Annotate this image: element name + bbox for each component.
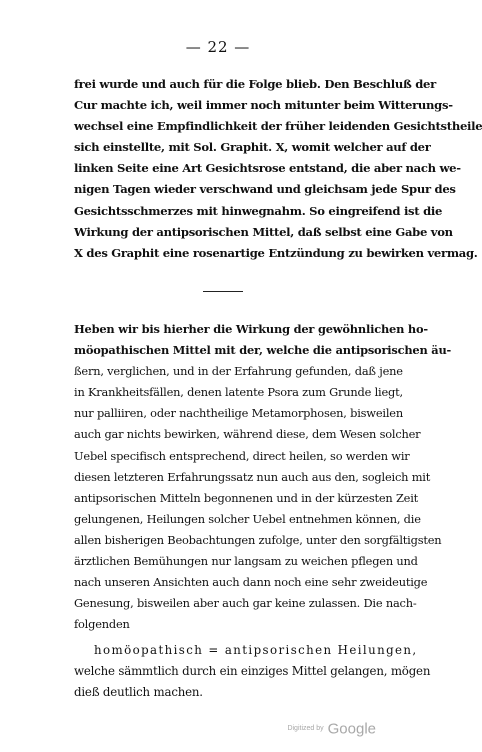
paragraph-case-conclusion <box>74 74 482 264</box>
text-line: nach unseren Ansichten auch dann noch eine sehr zweideutige <box>74 575 428 590</box>
text-line: Genesung, bisweilen aber auch gar keine zulassen. Die nach- <box>74 596 417 611</box>
text-line: folgenden <box>74 617 130 632</box>
text-line: dieß deutlich machen. <box>74 685 203 700</box>
text-line: Gesichtsschmerzes mit hinwegnahm. So eingreifend ist die <box>74 203 443 218</box>
digitization-watermark <box>287 720 376 738</box>
watermark-label: Digitized by <box>287 725 324 733</box>
text-line: Cur machte ich, weil immer noch mitunter beim Witterungs- <box>74 98 453 113</box>
section-heading: homöopathisch = antipsorischen Heilungen, <box>94 643 418 657</box>
text-line: ßern, verglichen, und in der Erfahrung gefunden, daß jene <box>74 364 403 379</box>
google-logo: Google <box>327 720 376 738</box>
text-line: sich einstellte, mit Sol. Graphit. X, womit welcher auf der <box>74 140 431 155</box>
text-line: gelungenen, Heilungen solcher Uebel entnehmen können, die <box>74 511 421 526</box>
text-line: X des Graphit eine rosenartige Entzündung zu bewirken vermag. <box>74 245 478 260</box>
text-line: auch gar nichts bewirken, während diese, dem Wesen solcher <box>74 427 421 442</box>
text-line: in Krankheitsfällen, denen latente Psora zum Grunde liegt, <box>74 385 403 400</box>
text-line: möopathischen Mittel mit der, welche die antipsorischen äu- <box>74 343 452 358</box>
text-line: Heben wir bis hierher die Wirkung der gewöhnlichen ho- <box>74 322 428 336</box>
text-line: allen bisherigen Beobachtungen zufolge, unter den sorgfältigsten <box>74 532 442 547</box>
paragraph-comparison <box>74 319 452 635</box>
page-number: — 22 — <box>185 38 251 56</box>
text-line: frei wurde und auch für die Folge blieb. Den Beschluß der <box>74 77 436 91</box>
text-line: wechsel eine Empfindlichkeit der früher leidenden Gesichtstheile <box>74 119 482 134</box>
text-line: Uebel specifisch entsprechend, direct heilen, so werden wir <box>74 448 410 463</box>
text-line: nigen Tagen wieder verschwand und gleichsam jede Spur des <box>74 182 456 197</box>
text-line: diesen letzteren Erfahrungssatz nun auch aus den, sogleich mit <box>74 469 431 484</box>
text-line: ärztlichen Bemühungen nur langsam zu weichen pflegen und <box>74 554 418 569</box>
section-divider <box>203 291 243 292</box>
text-line: welche sämmtlich durch ein einziges Mittel gelangen, mögen <box>74 664 431 679</box>
text-line: antipsorischen Mitteln begonnenen und in der kürzesten Zeit <box>74 490 419 505</box>
paragraph-heading-cures <box>74 640 431 703</box>
text-line: Wirkung der antipsorischen Mittel, daß selbst eine Gabe von <box>74 224 453 239</box>
text-line: nur palliiren, oder nachtheilige Metamorphosen, bisweilen <box>74 406 403 421</box>
text-line: linken Seite eine Art Gesichtsrose entstand, die aber nach we- <box>74 161 461 176</box>
